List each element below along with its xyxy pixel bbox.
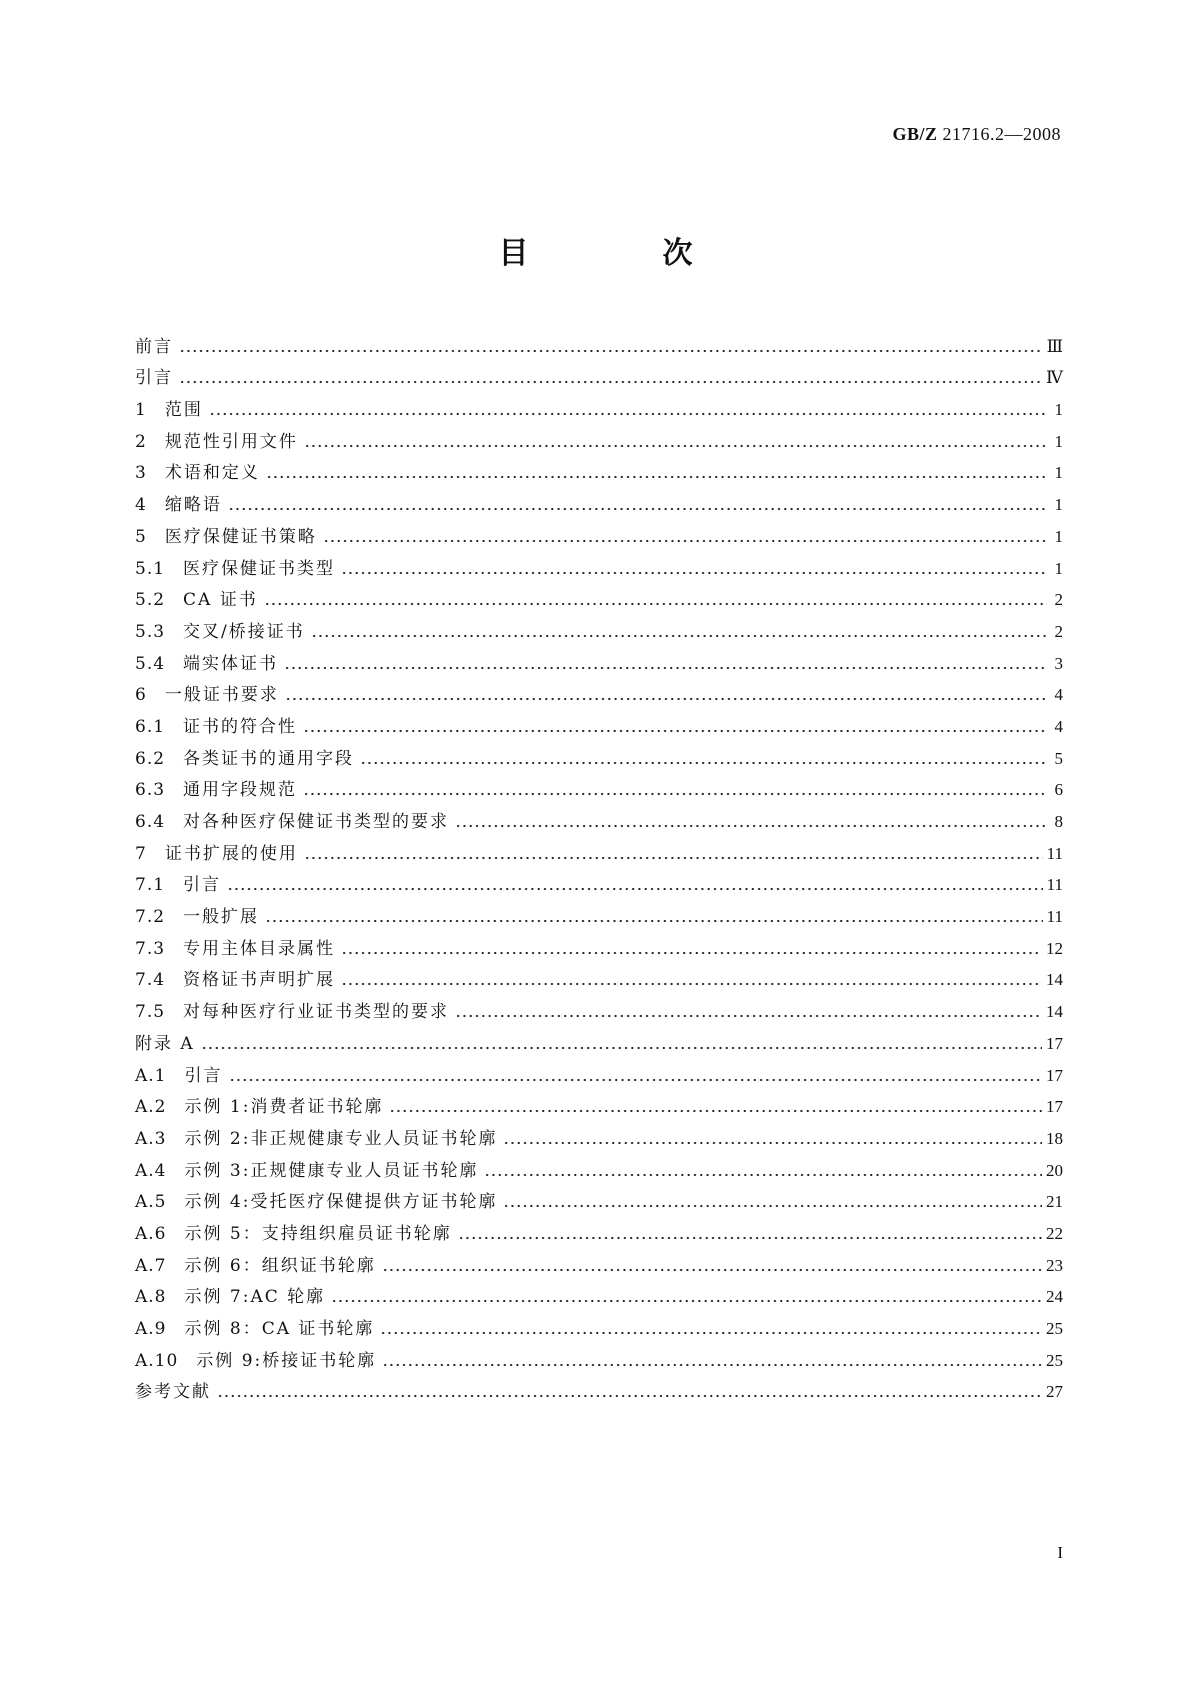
toc-dot-leader bbox=[323, 539, 1047, 543]
toc-dot-leader bbox=[311, 634, 1047, 638]
toc-entry[interactable] bbox=[135, 865, 1063, 897]
toc-entry[interactable] bbox=[135, 1372, 1063, 1404]
toc-entry[interactable] bbox=[135, 1182, 1063, 1214]
toc-title: 目 次 bbox=[498, 236, 745, 271]
toc-entry-number: 2 bbox=[135, 431, 165, 452]
toc-dot-leader bbox=[389, 1109, 1042, 1113]
toc-entry[interactable] bbox=[135, 389, 1063, 421]
toc-entry-label: 端实体证书 bbox=[183, 653, 279, 674]
toc-entry-page: 18 bbox=[1046, 1128, 1063, 1148]
toc-dot-leader bbox=[341, 951, 1042, 955]
toc-entry-number: A.3 bbox=[135, 1128, 185, 1149]
toc-entry-label: 证书扩展的使用 bbox=[164, 843, 298, 864]
toc-entry[interactable] bbox=[135, 833, 1063, 865]
toc-entry[interactable] bbox=[135, 1245, 1063, 1277]
toc-entry[interactable] bbox=[135, 1087, 1063, 1119]
toc-entry-number: 7.4 bbox=[135, 970, 184, 991]
toc-entry-label: 示例 1:消费者证书轮廓 bbox=[184, 1097, 384, 1118]
toc-entry-label: 引言 bbox=[184, 1065, 223, 1086]
standard-number: 21716.2—2008 bbox=[942, 124, 1061, 144]
toc-entry-label: 一般证书要求 bbox=[164, 685, 279, 706]
toc-entry[interactable] bbox=[135, 358, 1063, 390]
toc-entry-label: 示例 4:受托医疗保健提供方证书轮廓 bbox=[184, 1192, 498, 1213]
toc-entry-number: 7 bbox=[135, 843, 165, 864]
toc-entry-number: A.1 bbox=[135, 1065, 185, 1086]
standard-prefix: GB/Z bbox=[892, 124, 938, 144]
toc-dot-leader bbox=[331, 1299, 1042, 1303]
toc-entry-page: Ⅲ bbox=[1046, 336, 1063, 356]
toc-entry-label: 医疗保健证书类型 bbox=[183, 558, 336, 579]
toc-entry-page: 22 bbox=[1046, 1223, 1063, 1243]
toc-entry[interactable] bbox=[135, 484, 1063, 516]
toc-entry-number: 4 bbox=[135, 495, 165, 516]
toc-entry[interactable] bbox=[135, 1277, 1063, 1309]
toc-entry-number: 6.2 bbox=[135, 748, 184, 769]
toc-entry-page: 11 bbox=[1046, 875, 1063, 895]
toc-entry-number: 5.3 bbox=[135, 621, 184, 642]
toc-entry-number: 6.3 bbox=[135, 780, 184, 801]
toc-entry-page: 12 bbox=[1046, 938, 1063, 958]
toc-entry-number: 7.2 bbox=[135, 907, 184, 928]
toc-entry[interactable] bbox=[135, 770, 1063, 802]
toc-entry-label: 示例 3:正规健康专业人员证书轮廓 bbox=[184, 1160, 479, 1181]
toc-entry-number: A.2 bbox=[135, 1097, 185, 1118]
toc-entry-page: 3 bbox=[1054, 653, 1063, 673]
toc-entry-number: A.9 bbox=[135, 1319, 185, 1339]
toc-entry[interactable] bbox=[135, 611, 1063, 643]
toc-dot-leader bbox=[179, 380, 1042, 384]
toc-entry[interactable] bbox=[135, 991, 1063, 1023]
toc-dot-leader bbox=[458, 1236, 1042, 1240]
toc-dot-leader bbox=[217, 1394, 1042, 1398]
toc-entry-page: 21 bbox=[1046, 1192, 1063, 1212]
toc-entry-label: 引言 bbox=[183, 875, 222, 896]
toc-entry-page: 1 bbox=[1054, 495, 1063, 515]
toc-entry-label: 专用主体目录属性 bbox=[183, 938, 336, 959]
toc-entry-page: 14 bbox=[1046, 1002, 1063, 1022]
toc-entry[interactable] bbox=[135, 960, 1063, 992]
toc-entry-label: 示例 6：组织证书轮廓 bbox=[184, 1255, 376, 1276]
toc-entry-page: Ⅳ bbox=[1046, 368, 1063, 388]
toc-entry[interactable] bbox=[135, 1213, 1063, 1245]
toc-entry[interactable] bbox=[135, 1055, 1063, 1087]
page-number: I bbox=[1057, 1543, 1063, 1562]
toc-entry-page: 27 bbox=[1046, 1382, 1063, 1402]
toc-dot-leader bbox=[304, 856, 1043, 860]
toc-dot-leader bbox=[209, 412, 1047, 416]
toc-entry[interactable] bbox=[135, 453, 1063, 485]
toc-dot-leader bbox=[484, 1173, 1042, 1177]
toc-dot-leader bbox=[227, 887, 1043, 891]
toc-entry-page: 14 bbox=[1046, 970, 1063, 990]
toc-entry-label: 引言 bbox=[135, 368, 173, 389]
toc-entry-number: 5.1 bbox=[135, 558, 184, 579]
toc-entry[interactable] bbox=[135, 643, 1063, 675]
toc-entry-page: 25 bbox=[1046, 1319, 1063, 1338]
toc-dot-leader bbox=[264, 602, 1047, 606]
toc-entry-number: 6.1 bbox=[135, 716, 184, 737]
toc-entry[interactable] bbox=[135, 1118, 1063, 1150]
toc-dot-leader bbox=[360, 761, 1047, 765]
toc-entry-page: 1 bbox=[1054, 431, 1063, 451]
toc-dot-leader bbox=[179, 349, 1043, 353]
toc-entry-number: 3 bbox=[135, 463, 165, 484]
toc-dot-leader bbox=[284, 666, 1047, 670]
toc-entry[interactable] bbox=[135, 896, 1063, 928]
toc-entry-page: 4 bbox=[1054, 685, 1063, 705]
toc-entry-label: 证书的符合性 bbox=[183, 716, 298, 737]
toc-dot-leader bbox=[228, 507, 1047, 511]
toc-entry-label: 示例 5：支持组织雇员证书轮廓 bbox=[184, 1223, 452, 1244]
toc-entry-number: A.10 bbox=[135, 1350, 197, 1371]
toc-entry-page: 1 bbox=[1054, 558, 1063, 578]
toc-entry-page: 17 bbox=[1046, 1097, 1063, 1117]
toc-entry-label: 各类证书的通用字段 bbox=[183, 748, 355, 769]
toc-entry[interactable] bbox=[135, 421, 1063, 453]
table-of-contents bbox=[135, 326, 1063, 1403]
toc-entry-page: 25 bbox=[1046, 1350, 1063, 1370]
toc-entry-number: A.7 bbox=[135, 1255, 185, 1276]
toc-entry-page: 17 bbox=[1046, 1033, 1063, 1053]
toc-dot-leader bbox=[201, 1046, 1042, 1050]
toc-entry-label: 对各种医疗保健证书类型的要求 bbox=[183, 812, 450, 832]
toc-entry-number: 5.2 bbox=[135, 590, 184, 611]
toc-entry-label: 对每种医疗行业证书类型的要求 bbox=[183, 1002, 450, 1023]
toc-entry-label: 范围 bbox=[164, 400, 203, 421]
toc-entry[interactable] bbox=[135, 738, 1063, 770]
toc-entry-label: 通用字段规范 bbox=[183, 780, 298, 801]
toc-dot-leader bbox=[503, 1141, 1042, 1145]
toc-entry-page: 8 bbox=[1054, 812, 1063, 831]
toc-entry-label: 医疗保健证书策略 bbox=[164, 526, 317, 547]
toc-entry[interactable] bbox=[135, 1023, 1063, 1055]
toc-dot-leader bbox=[341, 982, 1042, 986]
toc-entry-page: 20 bbox=[1046, 1160, 1063, 1180]
toc-entry-page: 5 bbox=[1054, 748, 1063, 768]
toc-entry-page: 24 bbox=[1046, 1287, 1063, 1307]
toc-entry-label: 缩略语 bbox=[164, 495, 222, 516]
toc-entry-page: 2 bbox=[1054, 621, 1063, 641]
toc-dot-leader bbox=[265, 919, 1043, 923]
toc-entry-number: 1 bbox=[135, 400, 165, 421]
toc-entry-page: 1 bbox=[1054, 526, 1063, 546]
toc-entry[interactable] bbox=[135, 928, 1063, 960]
toc-entry-number: A.4 bbox=[135, 1160, 185, 1181]
toc-entry-number: A.6 bbox=[135, 1223, 185, 1244]
toc-dot-leader bbox=[303, 792, 1047, 796]
toc-dot-leader bbox=[304, 444, 1047, 448]
toc-entry-label: 示例 7:AC 轮廓 bbox=[184, 1287, 326, 1308]
toc-entry-page: 17 bbox=[1046, 1065, 1063, 1085]
toc-dot-leader bbox=[455, 1014, 1042, 1018]
toc-entry-number: 6 bbox=[135, 685, 165, 706]
toc-entry-label: 交叉/桥接证书 bbox=[183, 621, 305, 642]
toc-entry[interactable] bbox=[135, 706, 1063, 738]
toc-entry[interactable] bbox=[135, 326, 1063, 358]
toc-dot-leader bbox=[266, 475, 1047, 479]
toc-entry-number: 5.4 bbox=[135, 653, 184, 674]
toc-entry-page: 4 bbox=[1054, 716, 1063, 736]
toc-entry[interactable] bbox=[135, 516, 1063, 548]
toc-entry-number: 6.4 bbox=[135, 812, 184, 832]
toc-entry-label: 示例 8：CA 证书轮廓 bbox=[184, 1319, 375, 1339]
toc-entry-page: 6 bbox=[1054, 780, 1063, 800]
toc-entry[interactable] bbox=[135, 801, 1063, 833]
toc-dot-leader bbox=[455, 824, 1047, 828]
toc-entry-page: 11 bbox=[1046, 843, 1063, 863]
toc-entry-label: CA 证书 bbox=[183, 590, 258, 611]
toc-entry[interactable] bbox=[135, 1340, 1063, 1372]
toc-entry[interactable] bbox=[135, 1150, 1063, 1182]
toc-entry-number: 7.1 bbox=[135, 875, 184, 896]
toc-entry-label: 示例 9:桥接证书轮廓 bbox=[196, 1350, 377, 1371]
toc-entry-label: 资格证书声明扩展 bbox=[183, 970, 336, 991]
standard-code bbox=[892, 124, 1061, 145]
toc-dot-leader bbox=[229, 1078, 1043, 1082]
toc-entry-label: 术语和定义 bbox=[164, 463, 260, 484]
toc-entry[interactable] bbox=[135, 548, 1063, 580]
toc-entry-number: 7.5 bbox=[135, 1002, 184, 1023]
toc-entry[interactable] bbox=[135, 580, 1063, 612]
toc-entry-label: 前言 bbox=[135, 336, 173, 357]
toc-entry-label: 参考文献 bbox=[135, 1382, 211, 1403]
toc-entry-number: 5 bbox=[135, 526, 165, 547]
toc-entry-label: 规范性引用文件 bbox=[164, 431, 298, 452]
toc-entry-page: 1 bbox=[1054, 400, 1063, 420]
toc-dot-leader bbox=[382, 1363, 1042, 1367]
toc-entry-label: 示例 2:非正规健康专业人员证书轮廓 bbox=[184, 1128, 498, 1149]
toc-entry[interactable] bbox=[135, 1308, 1063, 1340]
toc-entry-page: 11 bbox=[1046, 907, 1063, 927]
toc-entry-number: 7.3 bbox=[135, 938, 184, 959]
toc-entry-page: 2 bbox=[1054, 590, 1063, 610]
toc-entry-number: A.8 bbox=[135, 1287, 185, 1308]
toc-dot-leader bbox=[303, 729, 1047, 733]
toc-dot-leader bbox=[380, 1331, 1042, 1335]
toc-entry-label: 一般扩展 bbox=[183, 907, 260, 928]
toc-dot-leader bbox=[382, 1268, 1042, 1272]
toc-entry-label: 附录 A bbox=[135, 1033, 195, 1054]
toc-dot-leader bbox=[341, 571, 1047, 575]
toc-dot-leader bbox=[503, 1204, 1042, 1208]
toc-entry-page: 23 bbox=[1046, 1255, 1063, 1275]
toc-entry-page: 1 bbox=[1054, 463, 1063, 483]
toc-entry-number: A.5 bbox=[135, 1192, 185, 1213]
toc-dot-leader bbox=[285, 697, 1047, 701]
toc-entry[interactable] bbox=[135, 675, 1063, 707]
